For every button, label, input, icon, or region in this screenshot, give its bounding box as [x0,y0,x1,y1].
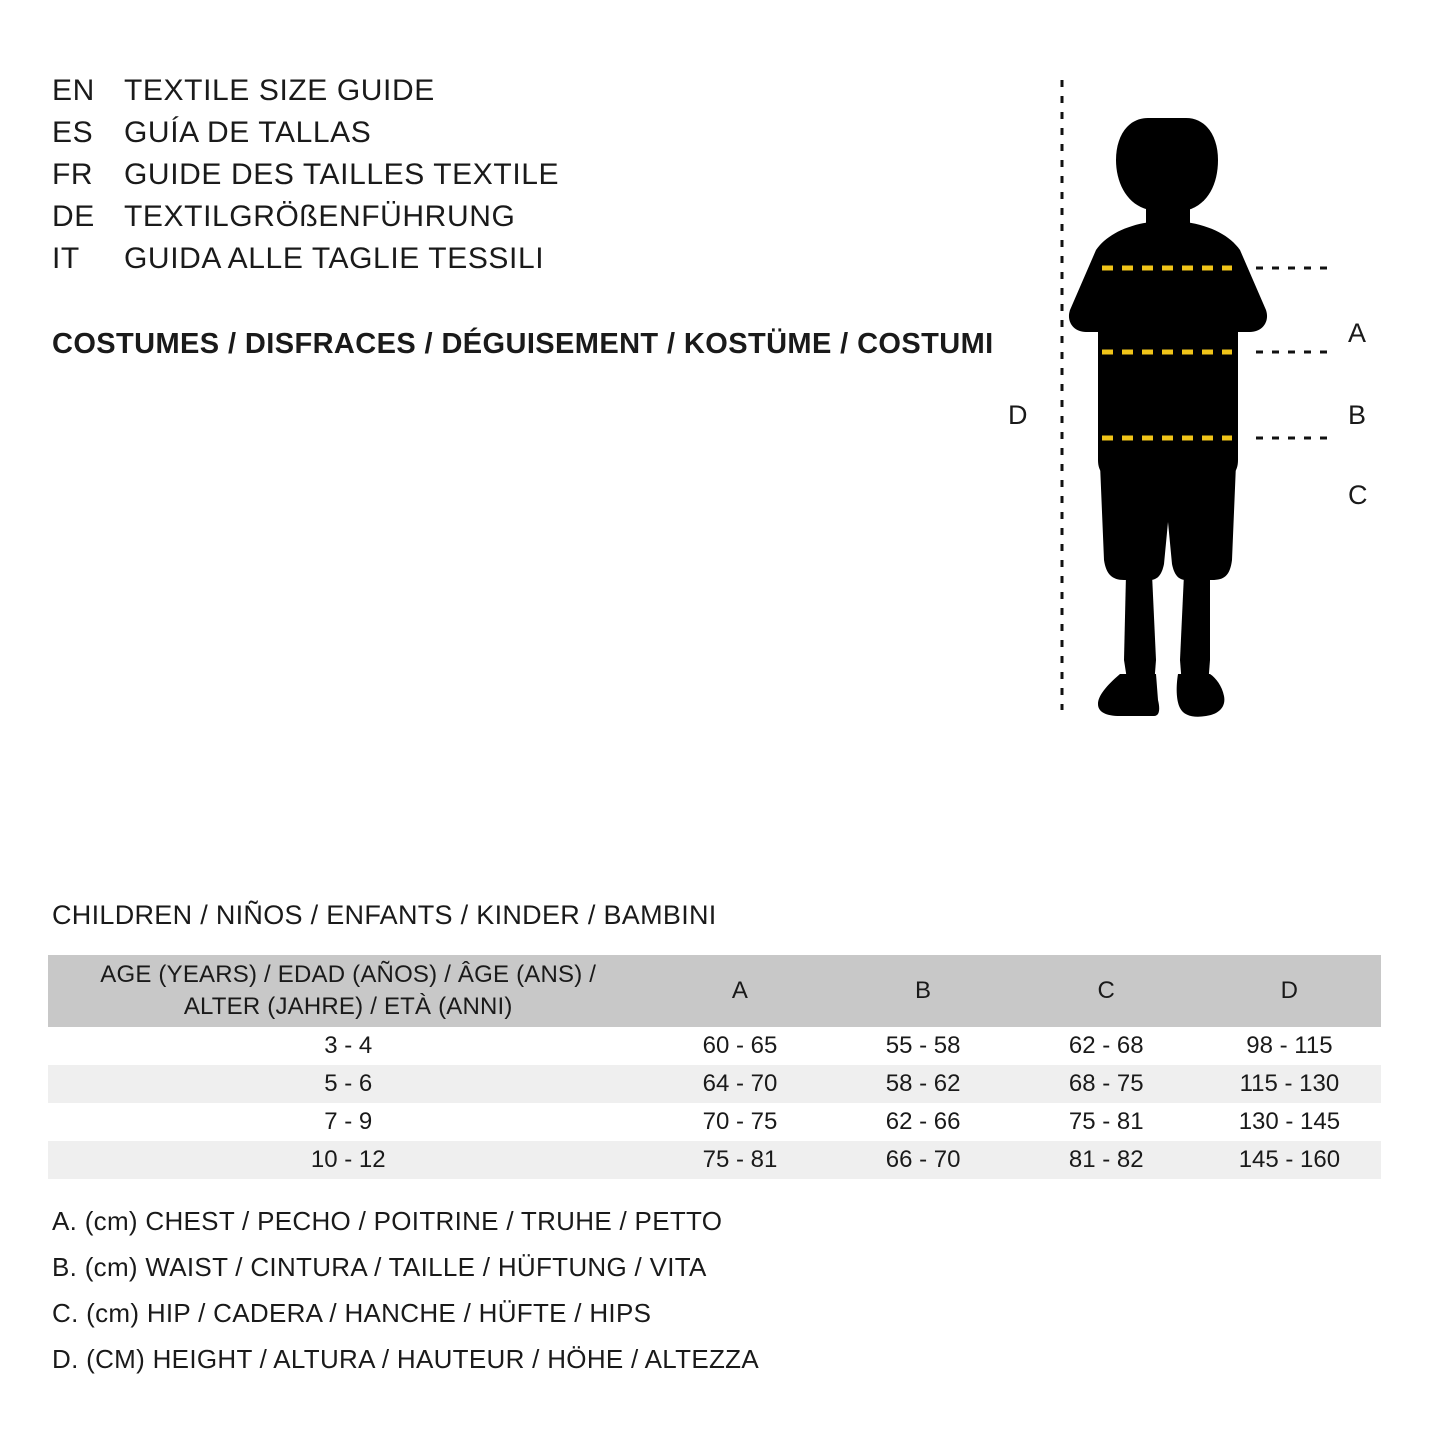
cell-c: 75 - 81 [1068,1108,1144,1135]
column-header-a: A [731,977,749,1004]
cell-d: 98 - 115 [1246,1032,1333,1059]
cell-b: 62 - 66 [885,1108,961,1135]
legend-item-b: B. (cm) WAIST / CINTURA / TAILLE / HÜFTUNG / VITA [52,1252,707,1282]
figure-label-c: C [1348,480,1368,510]
language-code-it: IT [52,242,80,275]
column-header-b: B [915,977,932,1004]
cell-a: 70 - 75 [702,1108,778,1135]
figure-label-a: A [1348,318,1367,348]
language-row-it [52,238,952,280]
body-figure [1000,60,1420,740]
cell-d: 130 - 145 [1238,1108,1341,1135]
cell-a: 60 - 65 [702,1032,778,1059]
category-line: COSTUMES / DISFRACES / DÉGUISEMENT / KOSTÜME / COSTUMI [52,328,994,360]
measurement-legend [52,1198,1052,1382]
cell-d: 115 - 130 [1239,1070,1340,1097]
language-list [52,70,952,280]
cell-age: 7 - 9 [324,1108,373,1135]
language-text-it: GUIDA ALLE TAGLIE TESSILI [124,242,545,275]
language-text-es: GUÍA DE TALLAS [124,116,372,149]
language-row-es [52,112,952,154]
language-text-fr: GUIDE DES TAILLES TEXTILE [124,158,560,191]
language-row-de [52,196,952,238]
legend-item-d: D. (CM) HEIGHT / ALTURA / HAUTEUR / HÖHE / ALTEZZA [52,1344,759,1374]
cell-age: 3 - 4 [324,1032,373,1059]
cell-b: 58 - 62 [885,1070,961,1097]
table-title: CHILDREN / NIÑOS / ENFANTS / KINDER / BAMBINI [52,900,717,930]
language-text-de: TEXTILGRÖßENFÜHRUNG [124,200,516,233]
age-header-line-2: ALTER (JAHRE) / ETÀ (ANNI) [183,993,513,1020]
language-text-en: TEXTILE SIZE GUIDE [124,74,435,107]
table-body [48,1027,1381,1179]
cell-b: 55 - 58 [885,1032,961,1059]
cell-age: 10 - 12 [310,1146,386,1173]
column-header-d: D [1280,977,1299,1004]
cell-d: 145 - 160 [1238,1146,1341,1173]
language-code-de: DE [52,200,95,233]
cell-age: 5 - 6 [324,1070,373,1097]
language-code-es: ES [52,116,94,149]
cell-a: 75 - 81 [702,1146,778,1173]
table-row [48,1141,1381,1179]
table-row [48,1065,1381,1103]
table-header-row [48,955,1381,1027]
cell-c: 81 - 82 [1068,1146,1144,1173]
legend-item-a: A. (cm) CHEST / PECHO / POITRINE / TRUHE / PETTO [52,1206,723,1236]
size-table [48,955,1381,1179]
column-header-c: C [1097,977,1116,1004]
cell-a: 64 - 70 [702,1070,778,1097]
language-row-fr [52,154,952,196]
language-row-en [52,70,952,112]
table-row [48,1103,1381,1141]
legend-item-c: C. (cm) HIP / CADERA / HANCHE / HÜFTE / HIPS [52,1298,652,1328]
cell-c: 62 - 68 [1068,1032,1144,1059]
cell-b: 66 - 70 [885,1146,961,1173]
language-code-en: EN [52,74,95,107]
age-header-line-1: AGE (YEARS) / EDAD (AÑOS) / ÂGE (ANS) / [100,961,597,988]
cell-c: 68 - 75 [1068,1070,1144,1097]
table-header [48,955,1381,1027]
column-header-age [48,955,648,1027]
figure-label-b: B [1348,400,1367,430]
language-code-fr: FR [52,158,94,191]
figure-label-d: D [1008,400,1028,430]
table-row [48,1027,1381,1065]
